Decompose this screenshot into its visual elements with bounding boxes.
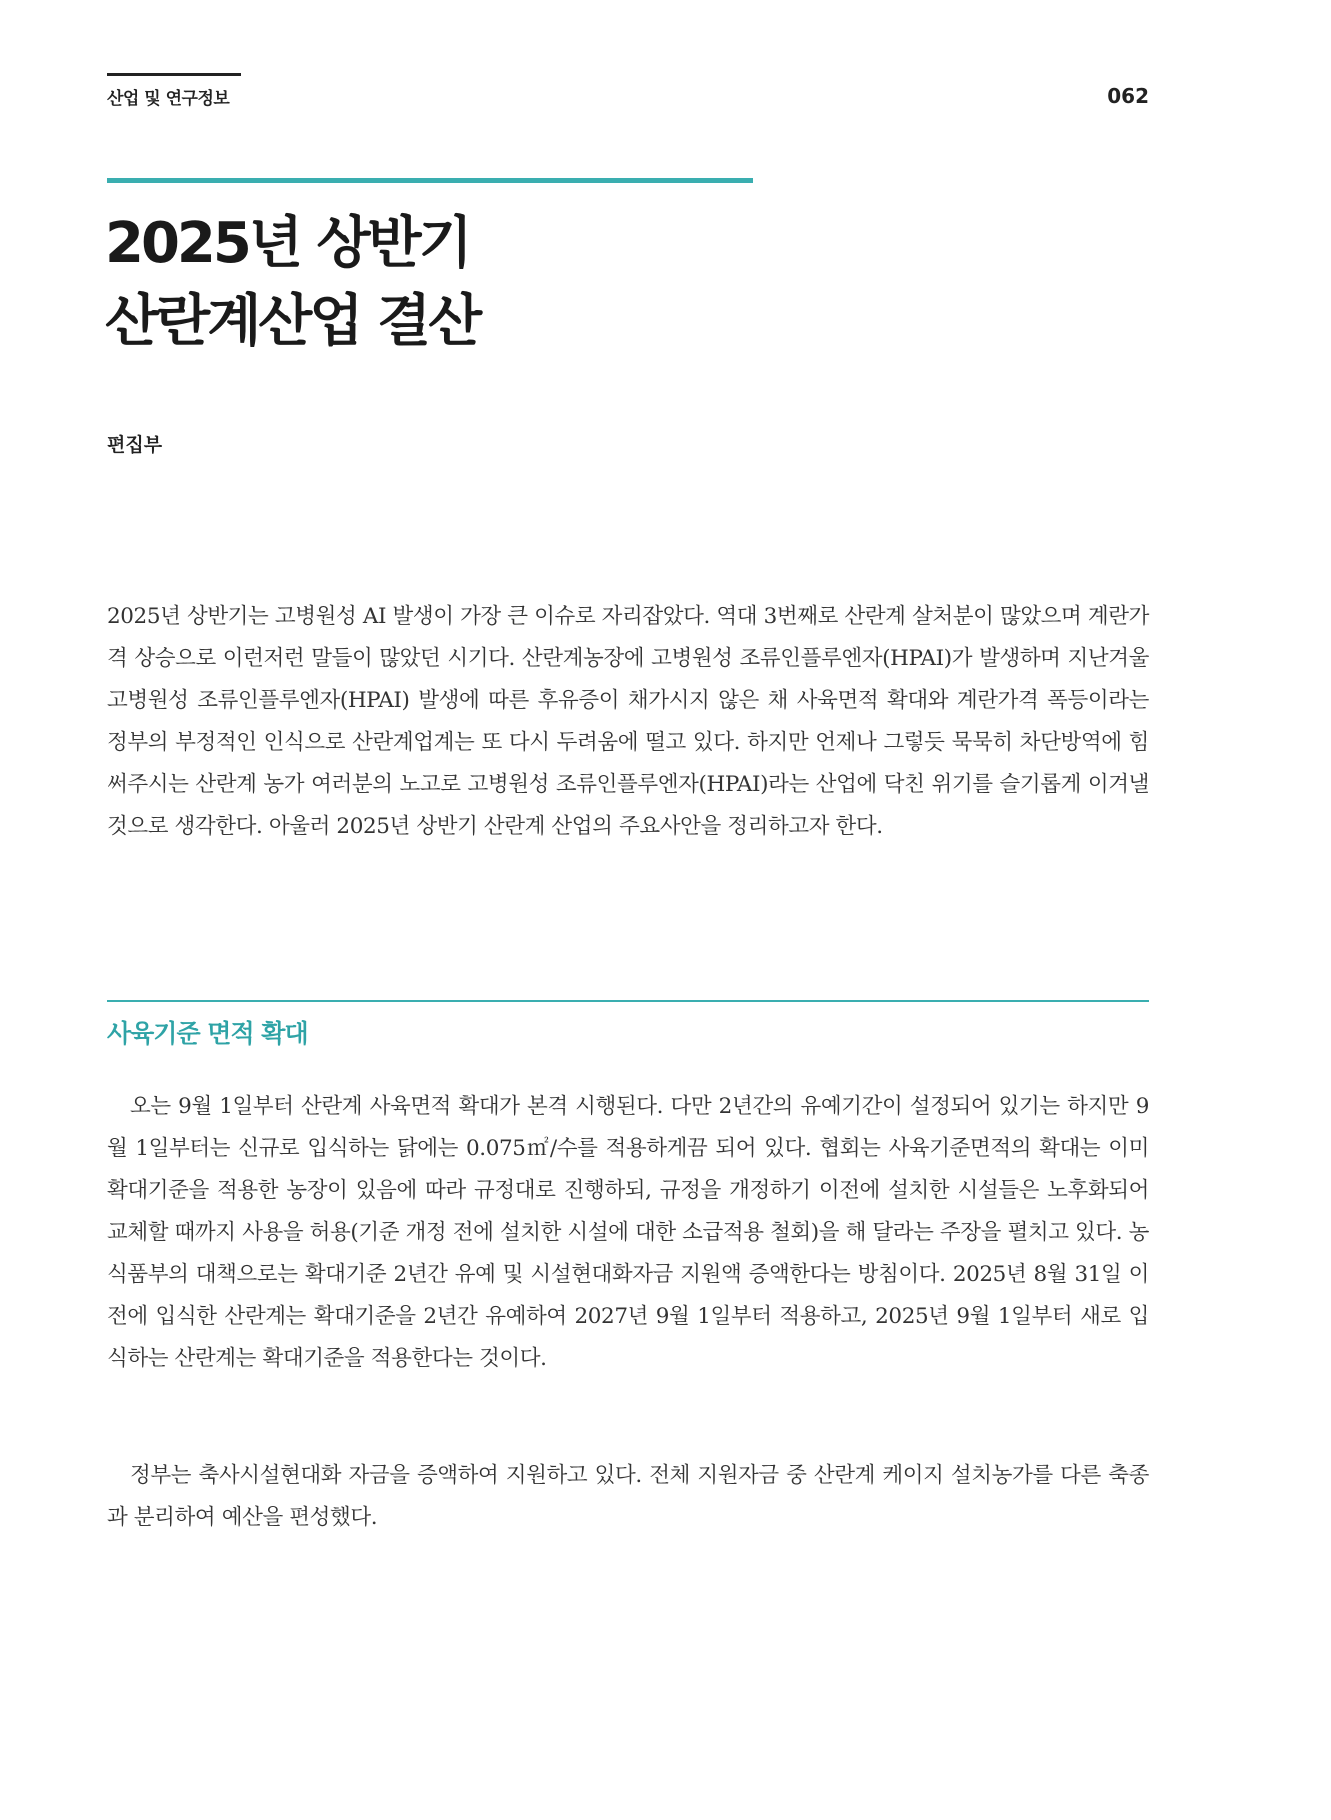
body-paragraph-1: 오는 9월 1일부터 산란계 사육면적 확대가 본격 시행된다. 다만 2년간의 유예기간이 설정되어 있기는 하지만 9월 1일부터는 신규로 입식하는 닭에는 0.075㎡/수를 적용하게끔 되어 있다. 협회는 사육기준면적의 확대는 이미 확대기준을 적용한 농장이 있음에 따라 규정대로 진행하되, 규정을 개정하기 이전에 설치한 시설들은 노후화되어 교체할 때까지 사용을 허용(기준 개정 전에 설치한 시설에 대한 소급적용 철회)을 해 달라는 주장을 펼치고 있다. 농식품부의 대책으로는 확대기준 2년간 유예 및 시설현대화자금 지원액 증액한다는 방침이다. 2025년 8월 31일 이전에 입식한 산란계는 확대기준을 2년간 유예하여 2027년 9월 1일부터 적용하고, 2025년 9월 1일부터 새로 입식하는 산란계는 확대기준을 적용한다는 것이다.	[107, 1094, 1149, 1371]
page-number: 062	[1107, 84, 1149, 108]
article-title	[105, 205, 479, 361]
author-byline: 편집부	[107, 434, 163, 456]
section-divider	[107, 1000, 1149, 1002]
intro-paragraph: 2025년 상반기는 고병원성 AI 발생이 가장 큰 이슈로 자리잡았다. 역대 3번째로 산란계 살처분이 많았으며 계란가격 상승으로 이런저런 말들이 많았던 시기다. 산란계농장에 고병원성 조류인플루엔자(HPAI)가 발생하며 지난겨울 고병원성 조류인플루엔자(HPAI) 발생에 따른 후유증이 채가시지 않은 채 사육면적 확대와 계란가격 폭등이라는 정부의 부정적인 인식으로 산란계업계는 또 다시 두려움에 떨고 있다. 하지만 언제나 그렇듯 묵묵히 차단방역에 힘써주시는 산란계 농가 여러분의 노고로 고병원성 조류인플루엔자(HPAI)라는 산업에 닥친 위기를 슬기롭게 이겨낼 것으로 생각한다. 아울러 2025년 상반기 산란계 산업의 주요사안을 정리하고자 한다.	[107, 604, 1149, 839]
section-label: 산업 및 연구정보	[107, 89, 230, 109]
body-paragraph-2: 정부는 축사시설현대화 자금을 증액하여 지원하고 있다. 전체 지원자금 중 산란계 케이지 설치농가를 다른 축종과 분리하여 예산을 편성했다.	[107, 1463, 1149, 1530]
header-rule	[107, 73, 241, 76]
title-line-2: 산란계산업 결산	[105, 289, 480, 354]
title-rule	[107, 178, 753, 183]
title-line-1: 2025년 상반기	[105, 211, 470, 276]
section-heading: 사육기준 면적 확대	[107, 1019, 308, 1048]
